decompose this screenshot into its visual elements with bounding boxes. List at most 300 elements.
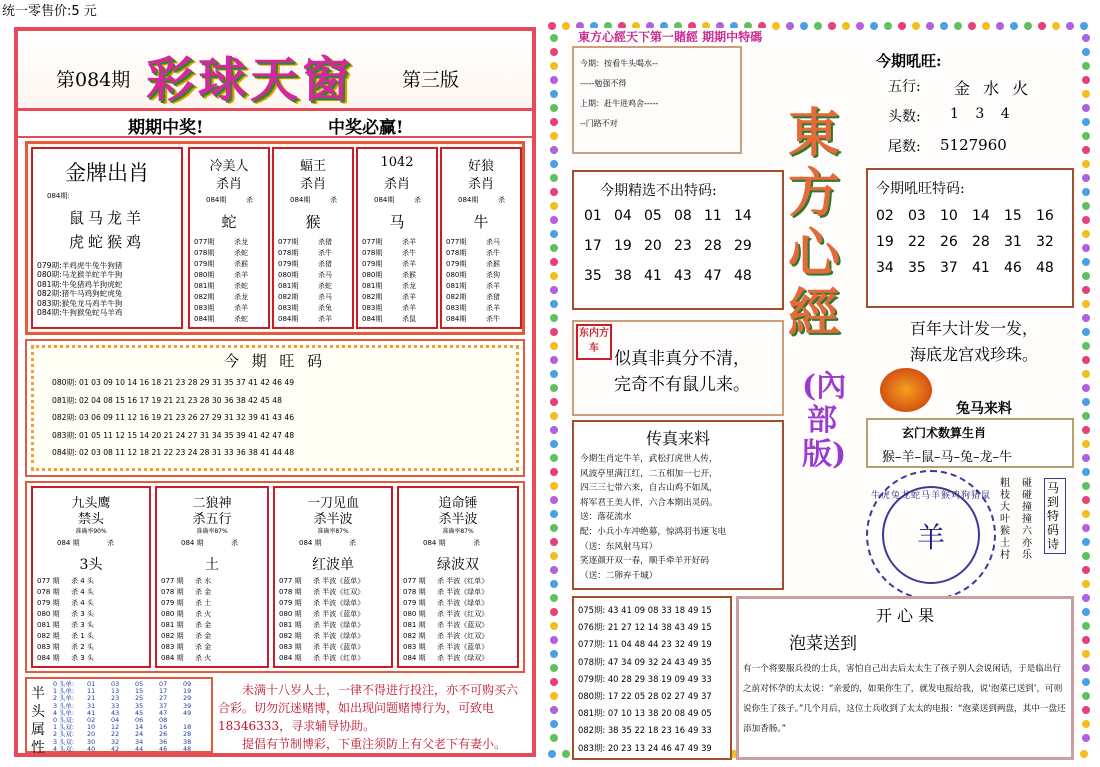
history-value: 杀羊: [234, 304, 248, 312]
number-cell: 48: [734, 268, 752, 284]
mid-history-row: [279, 576, 391, 586]
gold-history-row: 084期:牛狗猴兔蛇马羊鸡: [37, 308, 123, 318]
kill-history-row: [194, 281, 266, 291]
slogan-left: 期期中奖!: [128, 118, 204, 138]
border-flower-icon: [1082, 160, 1090, 168]
history-issue: 082期: [278, 293, 299, 301]
border-flower-icon: [1082, 496, 1090, 504]
border-flower-icon: [926, 22, 934, 30]
kill-history-row: [362, 237, 434, 247]
border-flower-icon: [1038, 22, 1046, 30]
border-flower-icon: [1082, 314, 1090, 322]
history-issue: 077期: [362, 238, 383, 246]
jing-title: 今期精选不出特码:: [600, 183, 717, 199]
history-issue: 080 期: [161, 610, 184, 618]
history-value: 杀 半波《绿双》: [437, 654, 489, 662]
border-flower-icon: [1082, 524, 1090, 532]
mid-history-row: [161, 598, 267, 608]
history-issue: 079期: [362, 260, 383, 268]
ban-row-number: 24: [135, 730, 144, 739]
ban-row-number: 08: [159, 715, 168, 724]
border-flower-icon: [1082, 552, 1090, 560]
ban-row-number: 31: [87, 701, 96, 710]
border-flower-icon: [550, 594, 558, 602]
number-cell: 05: [644, 208, 662, 224]
ban-row-number: 02: [87, 715, 96, 724]
border-flower-icon: [1082, 510, 1090, 518]
border-flower-icon: [1082, 258, 1090, 266]
kill-history-row: [446, 270, 518, 280]
number-cell: 37: [940, 260, 958, 276]
history-value: 杀羊: [486, 304, 500, 312]
poem1-box: [572, 320, 784, 416]
kill-history-row: [194, 259, 266, 269]
mid-history-row: [37, 598, 149, 608]
mid-box-title: 一刀见血: [306, 496, 359, 511]
kill-history-row: [194, 270, 266, 280]
mid-box-tag: 杀: [473, 539, 480, 547]
mid-box-title: 追命锤: [438, 496, 478, 511]
ban-row-number: 43: [111, 708, 120, 717]
gold-title: 金牌出肖: [65, 161, 149, 185]
history-issue: 082 期: [161, 632, 184, 640]
history-value: 杀 半波《绿单》: [437, 588, 489, 596]
border-flower-icon: [1082, 384, 1090, 392]
kill-history-row: [362, 303, 434, 313]
border-flower-icon: [982, 22, 990, 30]
border-flower-icon: [550, 104, 558, 112]
result-row: 082期: 38 35 22 18 23 16 49 33: [578, 725, 712, 736]
riddle-line: -----勉强不得: [580, 79, 627, 88]
kaixin-sub: 泡菜送到: [789, 634, 857, 654]
history-value: 杀猴: [402, 271, 416, 279]
mid-history-row: [403, 620, 517, 630]
border-flower-icon: [550, 580, 558, 588]
history-issue: 081 期: [161, 621, 184, 629]
border-flower-icon: [1082, 272, 1090, 280]
wheel-ring: 牛虎兔龙蛇马羊猴鸡狗猪鼠: [870, 491, 991, 501]
chuan-line: 送：落花流水: [580, 512, 632, 523]
mid-box-sub: 杀五行: [192, 512, 232, 527]
history-value: 杀 半波《蓝双》: [437, 621, 489, 629]
mid-history-row: [161, 587, 267, 597]
history-value: 杀 3 头: [71, 610, 94, 618]
border-flower-icon: [1082, 482, 1090, 490]
history-value: 杀牛: [486, 315, 500, 323]
border-flower-icon: [550, 160, 558, 168]
ban-row-number: 03: [111, 680, 120, 688]
border-flower-icon: [968, 22, 976, 30]
kill-history-row: [278, 259, 350, 269]
ban-row-number: 01: [87, 680, 96, 688]
ban-row-number: 06: [135, 715, 144, 724]
mid-history-row: [279, 587, 391, 597]
history-issue: 084 期: [37, 654, 60, 662]
kill-history-row: [362, 270, 434, 280]
kill-box-name: 冷美人: [209, 159, 249, 174]
ban-row-label: 2 头单:: [53, 694, 75, 703]
ban-row-label: 3 头双:: [53, 737, 75, 746]
history-value: 杀 半波《红单》: [437, 577, 489, 585]
kill-history-row: [194, 314, 266, 324]
history-issue: 083期: [362, 304, 383, 312]
border-flower-icon: [996, 22, 1004, 30]
number-cell: 41: [972, 260, 990, 276]
kill-history-row: [446, 237, 518, 247]
ban-row-number: 44: [135, 744, 144, 753]
kill-history-row: [278, 292, 350, 302]
border-flower-icon: [1052, 22, 1060, 30]
kill-history-row: [278, 303, 350, 313]
ban-row-number: 18: [183, 723, 192, 732]
mid-box: [273, 486, 393, 668]
ban-row-number: 04: [111, 715, 120, 724]
border-flower-icon: [1082, 468, 1090, 476]
history-value: 杀羊: [402, 238, 416, 246]
ban-label: 半头属性: [31, 686, 45, 756]
number-cell: 14: [734, 208, 752, 224]
gold-line2: 虎蛇猴鸡: [68, 233, 145, 251]
border-flower-icon: [1082, 286, 1090, 294]
history-value: 杀 半波《红双》: [313, 588, 365, 596]
kill-history-row: [446, 292, 518, 302]
border-flower-icon: [1082, 146, 1090, 154]
kill-box: [440, 147, 522, 329]
mid-history-row: [403, 609, 517, 619]
history-issue: 083 期: [279, 643, 302, 651]
number-cell: 28: [704, 238, 722, 254]
ban-row-number: 30: [87, 737, 96, 746]
notice-line1: 未满十八岁人士，一律不得进行投注，亦不可购买六合彩。切勿沉迷赌博，如出现问题赌博行为，可致电18346333，寻求辅导协助。: [218, 683, 519, 733]
ban-row-number: 05: [135, 680, 144, 688]
border-flower-icon: [562, 22, 570, 30]
kill-history-row: [362, 259, 434, 269]
gold-history-row: 080期:马龙猴羊蛇羊牛狗: [37, 270, 123, 280]
chuan-line: 风波亭里满江红，二五相加一七开，: [580, 468, 718, 479]
history-value: 杀猪: [318, 260, 332, 268]
history-value: 杀 1 头: [71, 632, 94, 640]
history-value: 杀 半波《红单》: [313, 654, 365, 662]
mid-history-row: [279, 620, 391, 630]
ban-row-number: 39: [183, 701, 192, 710]
number-cell: 26: [940, 234, 958, 250]
border-flower-icon: [912, 22, 920, 30]
border-flower-icon: [550, 496, 558, 504]
number-cell: 03: [908, 208, 926, 224]
ban-row-number: 42: [111, 744, 120, 753]
history-issue: 080期: [446, 271, 467, 279]
border-flower-icon: [1082, 398, 1090, 406]
number-cell: 35: [908, 260, 926, 276]
mid-box-answer: 3头: [79, 557, 103, 573]
number-cell: 04: [614, 208, 632, 224]
title-banner: [18, 31, 532, 111]
ban-row-label: 1 头单:: [53, 687, 75, 696]
border-flower-icon: [1082, 174, 1090, 182]
riddle-line: --门路不对: [580, 119, 618, 128]
history-value: 杀 半波《红双》: [437, 610, 489, 618]
history-value: 杀马: [318, 271, 332, 279]
ban-row-number: 49: [183, 708, 192, 717]
history-value: 杀蛇: [234, 315, 248, 323]
history-value: 杀蛇: [234, 282, 248, 290]
riddle-box: [572, 46, 742, 154]
history-issue: 079期: [194, 260, 215, 268]
border-flower-icon: [1082, 34, 1090, 42]
history-value: 杀 半波《绿单》: [437, 599, 489, 607]
history-value: 杀 半波《蓝单》: [313, 610, 365, 618]
mid-history-row: [161, 642, 267, 652]
tou-label: 头数:: [888, 109, 921, 125]
ban-row-number: 33: [111, 701, 120, 710]
tiger-text: 兔马来料: [956, 401, 1012, 417]
history-value: 杀羊: [486, 282, 500, 290]
history-issue: 080期: [362, 271, 383, 279]
border-flower-icon: [842, 22, 850, 30]
notice-line2: 提倡有节制博彩，下重注须防上有父老下有妻小。: [242, 737, 507, 751]
kill-box-answer: 牛: [473, 213, 489, 231]
ban-section: [25, 677, 213, 756]
history-issue: 083期: [446, 304, 467, 312]
mid-box-tag: 杀: [107, 539, 114, 547]
slogan-bar: [18, 111, 532, 138]
history-issue: 077 期: [161, 577, 184, 585]
gold-history: [37, 261, 122, 317]
kill-history-row: [362, 248, 434, 258]
kill-history-row: [278, 248, 350, 258]
gold-history-row: 083期:猴兔龙马鸡羊牛狗: [37, 298, 123, 308]
border-flower-icon: [1082, 76, 1090, 84]
mid-history-row: [161, 609, 267, 619]
history-value: 杀 半波《蓝单》: [437, 643, 489, 651]
border-flower-icon: [550, 146, 558, 154]
mid-box-tag: 杀: [349, 539, 356, 547]
mid-box-rate: 准确率87%: [442, 528, 474, 535]
kill-history-row: [278, 314, 350, 324]
page-title: 彩球天窗: [146, 52, 355, 108]
border-flower-icon: [550, 650, 558, 658]
chuan-line: （送：二卵弃千城）: [580, 570, 658, 581]
ban-row-number: 35: [135, 701, 144, 710]
ban-row-number: 26: [159, 730, 168, 739]
chuan-line: 今期生肖定牛羊，武松打虎世人传，: [580, 454, 718, 464]
kill-box-issue: 084期: [374, 196, 395, 204]
history-value: 杀兔: [318, 304, 332, 312]
number-cell: 41: [644, 268, 662, 284]
history-issue: 077 期: [279, 577, 302, 585]
history-issue: 079期: [446, 260, 467, 268]
number-cell: 22: [908, 234, 926, 250]
border-flower-icon: [550, 342, 558, 350]
mid-history-row: [279, 642, 391, 652]
history-issue: 077期: [446, 238, 467, 246]
ban-row-label: 4 头双:: [53, 744, 75, 753]
kill-box-name: 好狼: [467, 159, 494, 174]
number-cell: 23: [674, 238, 692, 254]
mid-box-sub: 杀半波: [313, 512, 353, 527]
kaixin-text: 有一个将要服兵役的士兵，害怕自己出去后太太生了孩子别人会说闲话，于是临出行之前对怀孕的太太说：“亲爱的，如果你生了，就发电报给我，说‘泡菜已送到’，可则说你生了孩子。”几个月后，这位士兵收到了太太的电报：“泡菜送到两盘，其中一盘还添加香肠。”: [743, 664, 1066, 734]
chuan-line: 将军君王美人伴，六合本期出灵码。: [580, 497, 718, 508]
mid-history-row: [161, 653, 267, 663]
history-value: 杀狗: [486, 271, 500, 279]
mid-history-row: [403, 631, 517, 641]
history-issue: 079 期: [161, 599, 184, 607]
border-flower-icon: [1080, 750, 1088, 758]
jing-box: [572, 170, 784, 310]
riddle-line: 上期：赶牛进鸡舍-----: [580, 99, 659, 108]
kill-history-row: [194, 292, 266, 302]
kaixin-title: 开 心 果: [875, 606, 935, 625]
ban-row-number: 29: [183, 694, 192, 703]
wang-row: 081期: 02 04 08 15 16 17 19 21 21 23 28 30 36 38 42 45 48: [52, 395, 282, 405]
border-flower-icon: [550, 706, 558, 714]
history-issue: 084 期: [403, 654, 426, 662]
border-flower-icon: [1082, 440, 1090, 448]
issue-number: 第084期: [56, 69, 131, 91]
slogan-right: 中奖必赢!: [328, 118, 404, 138]
mid-history-row: [37, 576, 149, 586]
ban-row-number: 19: [183, 687, 192, 696]
border-flower-icon: [550, 678, 558, 686]
kill-box-tag: 杀: [330, 196, 337, 204]
notice: [218, 681, 526, 753]
border-flower-icon: [1082, 426, 1090, 434]
ban-row-label: 2 头双:: [53, 730, 75, 739]
ban-row-number: 16: [159, 723, 168, 732]
result-row: 077期: 11 04 48 44 23 32 49 19: [578, 639, 712, 650]
wei-value: 5127960: [940, 136, 1007, 154]
border-flower-icon: [550, 356, 558, 364]
history-issue: 081期: [194, 282, 215, 290]
border-flower-icon: [548, 750, 556, 758]
number-cell: 35: [584, 268, 602, 284]
ban-row-number: 10: [87, 723, 96, 732]
border-flower-icon: [1080, 22, 1088, 30]
border-flower-icon: [550, 538, 558, 546]
border-flower-icon: [1082, 188, 1090, 196]
wang-title: 今 期 旺 码: [223, 352, 327, 370]
mid-history-row: [37, 587, 149, 597]
results-box: [572, 596, 732, 760]
border-flower-icon: [1082, 342, 1090, 350]
history-issue: 082期: [446, 293, 467, 301]
mid-box-sub: 禁头: [77, 512, 104, 527]
ban-row-number: 37: [159, 701, 168, 710]
border-flower-icon: [940, 22, 948, 30]
border-flower-icon: [1082, 580, 1090, 588]
chuan-line: （送：东风射马耳）: [580, 541, 658, 552]
history-issue: 080期: [194, 271, 215, 279]
kill-history-row: [362, 281, 434, 291]
wang-row: 080期: 01 03 09 10 14 16 18 21 23 28 29 31 35 37 41 42 46 49: [52, 378, 295, 387]
history-value: 杀 半波《绿单》: [313, 621, 365, 629]
wheel-center: 羊: [916, 521, 945, 554]
zodiac-wheel: [866, 470, 996, 600]
ban-row-number: 45: [135, 708, 144, 717]
border-flower-icon: [550, 202, 558, 210]
mid-history-row: [403, 587, 517, 597]
border-flower-icon: [550, 118, 558, 126]
result-row: 079期: 40 28 29 38 19 09 49 33: [578, 673, 712, 684]
mid-box: [397, 486, 519, 668]
history-issue: 081期: [278, 282, 299, 290]
border-flower-icon: [1082, 566, 1090, 574]
mid-history-row: [37, 620, 149, 630]
border-flower-icon: [1082, 118, 1090, 126]
history-issue: 078 期: [279, 588, 302, 596]
border-flower-icon: [550, 426, 558, 434]
ban-row-number: 34: [135, 737, 144, 746]
border-flower-icon: [1082, 244, 1090, 252]
result-row: 078期: 47 34 09 32 24 43 49 35: [578, 656, 712, 667]
history-issue: 078 期: [403, 588, 426, 596]
history-value: 杀 土: [195, 599, 212, 607]
gold-line1: 鼠马龙羊: [68, 209, 145, 227]
border-flower-icon: [550, 440, 558, 448]
kaixin-box: [736, 596, 1074, 760]
border-flower-icon: [1082, 538, 1090, 546]
border-flower-icon: [550, 566, 558, 574]
number-cell: 20: [644, 238, 662, 254]
history-issue: 079期: [278, 260, 299, 268]
kill-history-row: [362, 292, 434, 302]
mid-box-answer: 红波单: [312, 557, 354, 573]
history-issue: 082期: [194, 293, 215, 301]
history-value: 杀马: [318, 293, 332, 301]
history-issue: 083 期: [403, 643, 426, 651]
border-flower-icon: [550, 482, 558, 490]
xuanmen-box: [866, 418, 1074, 468]
border-flower-icon: [550, 300, 558, 308]
border-flower-icon: [550, 398, 558, 406]
ban-row-number: 20: [87, 730, 96, 739]
border-flower-icon: [550, 132, 558, 140]
border-flower-icon: [550, 62, 558, 70]
border-flower-icon: [550, 286, 558, 294]
history-issue: 077期: [194, 238, 215, 246]
history-issue: 083期: [194, 304, 215, 312]
wei-label: 尾数:: [888, 139, 921, 155]
border-flower-icon: [550, 636, 558, 644]
history-issue: 082 期: [403, 632, 426, 640]
kill-history-row: [446, 259, 518, 269]
kill-history-row: [278, 270, 350, 280]
poem1-line: 似真非真分不清，: [614, 349, 750, 369]
border-flower-icon: [1082, 734, 1090, 742]
history-value: 杀猴: [486, 260, 500, 268]
history-issue: 078 期: [161, 588, 184, 596]
history-value: 杀 金: [195, 621, 212, 629]
border-flower-icon: [1082, 622, 1090, 630]
chuan-box: [572, 420, 784, 590]
wang-box: [31, 345, 519, 471]
history-value: 杀牛: [318, 249, 332, 257]
border-flower-icon: [856, 22, 864, 30]
border-flower-icon: [550, 524, 558, 532]
ban-row-label: 0 头双:: [53, 715, 75, 724]
kill-box: [272, 147, 354, 329]
history-issue: 078期: [278, 249, 299, 257]
mid-history-row: [403, 653, 517, 663]
hou-title: 今期吼旺:: [876, 52, 942, 70]
history-issue: 084 期: [161, 654, 184, 662]
kill-history-row: [194, 237, 266, 247]
inner-edition: (內部版): [802, 369, 847, 472]
result-row: 076期: 21 27 12 14 38 43 49 15: [578, 622, 712, 633]
history-value: 杀 半波《蓝单》: [313, 577, 365, 585]
border-flower-icon: [1066, 22, 1074, 30]
xuanmen-line: 猴–羊–鼠–马–兔–龙–牛: [882, 450, 1013, 465]
